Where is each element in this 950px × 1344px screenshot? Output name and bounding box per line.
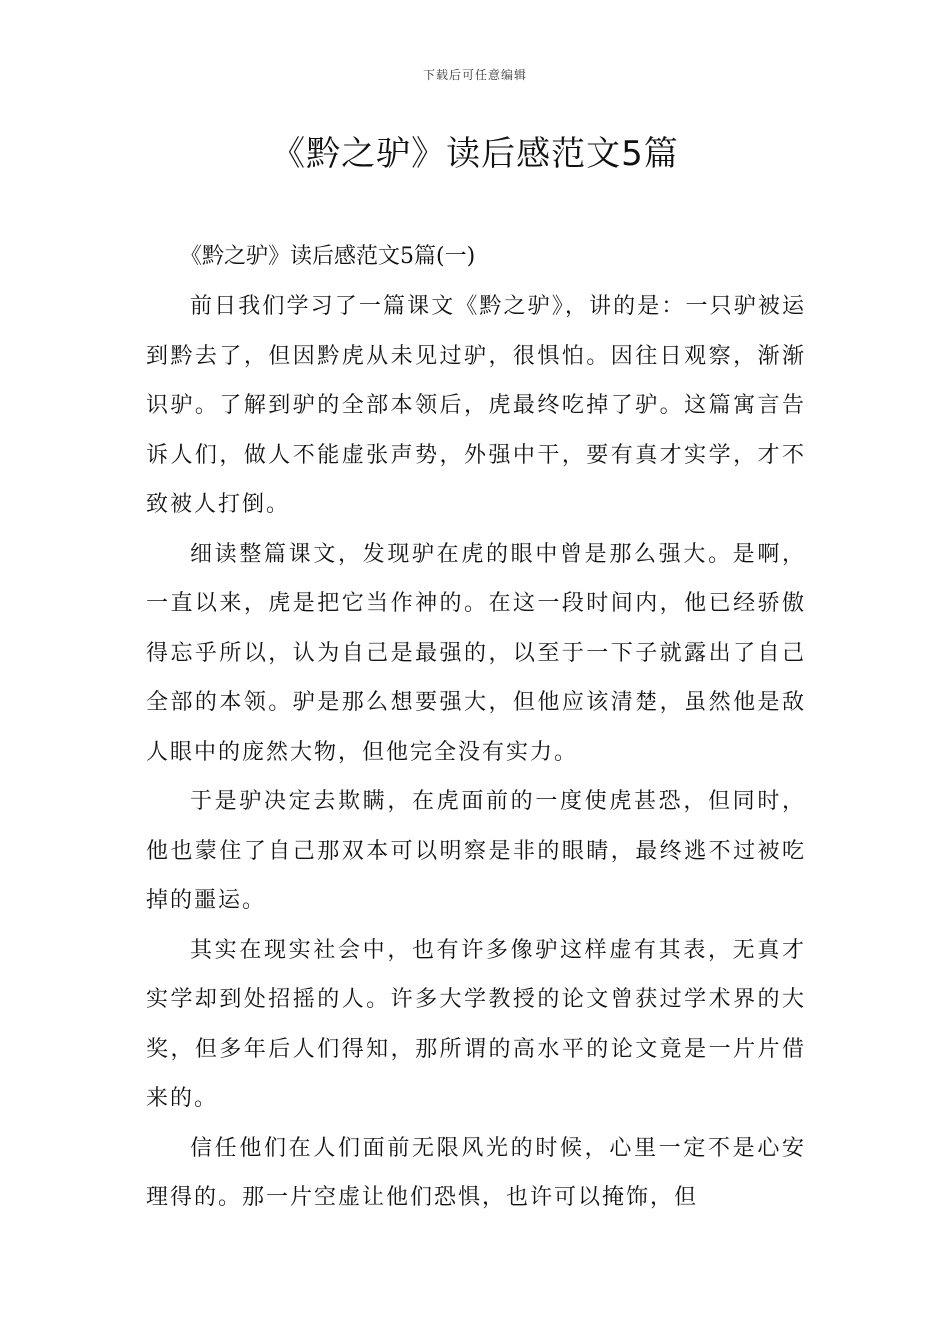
document-body <box>146 232 806 1223</box>
paragraph-1: 前日我们学习了一篇课文《黔之驴》，讲的是：一只驴被运到黔去了，但因黔虎从未见过驴，很惧怕。因往日观察，渐渐识驴。了解到驴的全部本领后，虎最终吃掉了驴。这篇寓言告诉人们，做人不能虚张声势，外强中干，要有真才实学，才不致被人打倒。 <box>146 294 806 517</box>
section-subtitle: 《黔之驴》读后感范文5篇(一) <box>180 244 476 269</box>
paragraph-4: 其实在现实社会中，也有许多像驴这样虚有其表，无真才实学却到处招摇的人。许多大学教授的论文曾获过学术界的大奖，但多年后人们得知，那所谓的高水平的论文竟是一片片借来的。 <box>146 937 806 1111</box>
paragraph-5: 信任他们在人们面前无限风光的时候，心里一定不是心安理得的。那一片空虚让他们恐惧，也许可以掩饰，但 <box>146 1135 806 1210</box>
header-note: 下载后可任意编辑 <box>422 68 527 82</box>
paragraph-3: 于是驴决定去欺瞒，在虎面前的一度使虎甚恐，但同时，他也蒙住了自己那双本可以明察是非的眼睛，最终逃不过被吃掉的噩运。 <box>146 789 806 913</box>
paragraph-2: 细读整篇课文，发现驴在虎的眼中曾是那么强大。是啊，一直以来，虎是把它当作神的。在这一段时间内，他已经骄傲得忘乎所以，认为自己是最强的，以至于一下子就露出了自己全部的本领。驴是那么想要强大，但他应该清楚，虽然他是敌人眼中的庞然大物，但他完全没有实力。 <box>146 541 806 765</box>
document-title: 《黔之驴》读后感范文5篇 <box>271 134 679 174</box>
